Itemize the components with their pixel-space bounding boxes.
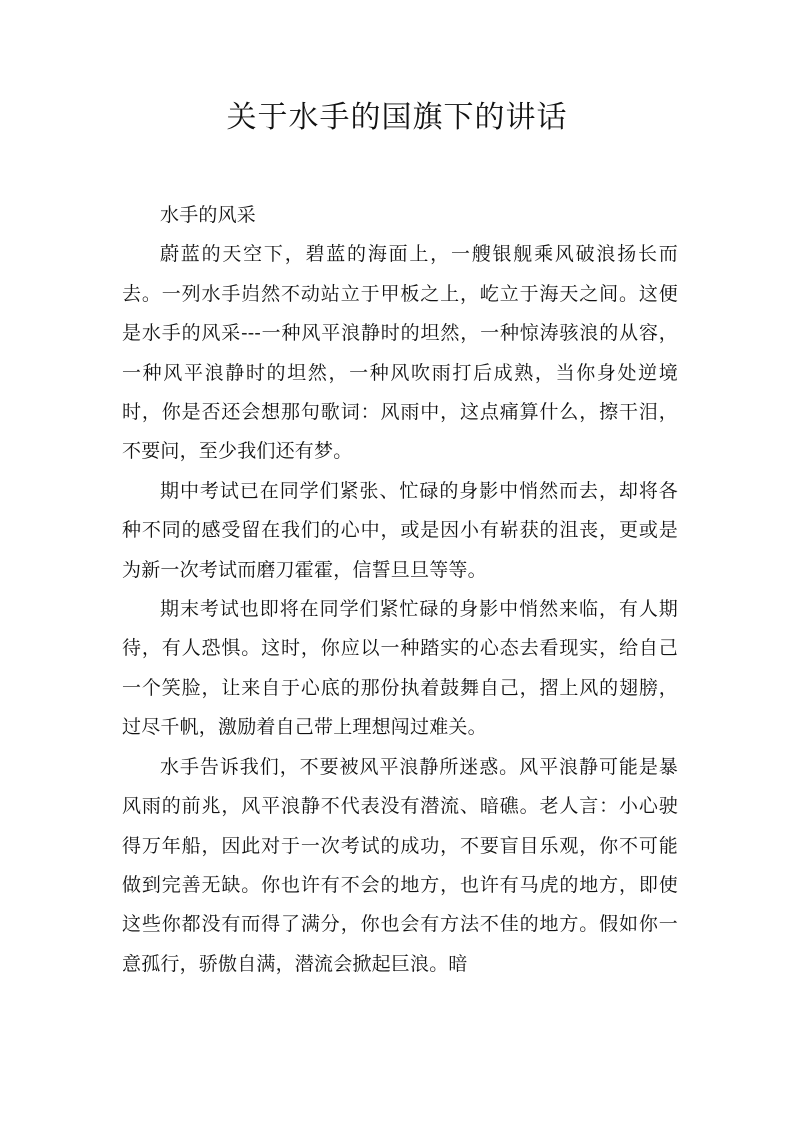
section-heading: 水手的风采 bbox=[160, 204, 257, 226]
paragraph-2: 期中考试已在同学们紧张、忙碌的身影中悄然而去，却将各种不同的感受留在我们的心中，或是因小有崭获的沮丧，更或是为新一次考试而磨刀霍霍，信誓旦旦等等。 bbox=[122, 479, 678, 581]
document-title: 关于水手的国旗下的讲话 bbox=[226, 100, 568, 135]
paragraph-1: 蔚蓝的天空下，碧蓝的海面上，一艘银舰乘风破浪扬长而去。一列水手岿然不动站立于甲板之上，屹立于海天之间。这便是水手的风采---一种风平浪静时的坦然，一种惊涛骇浪的从容，一种风平浪静时的坦然，一种风吹雨打后成熟，当你身处逆境时，你是否还会想那句歌词：风雨中，这点痛算什么，擦干泪，不要问，至少我们还有梦。 bbox=[122, 243, 678, 463]
document-body bbox=[122, 196, 678, 984]
paragraph-4: 水手告诉我们，不要被风平浪静所迷惑。风平浪静可能是暴风雨的前兆，风平浪静不代表没有潜流、暗礁。老人言：小心驶得万年船，因此对于一次考试的成功，不要盲目乐观，你不可能做到完善无缺。你也许有不会的地方，也许有马虎的地方，即使这些你都没有而得了满分，你也会有方法不佳的地方。假如你一意孤行，骄傲自满，潜流会掀起巨浪。暗 bbox=[122, 755, 678, 975]
paragraph-3: 期末考试也即将在同学们紧忙碌的身影中悄然来临，有人期待，有人恐惧。这时，你应以一种踏实的心态去看现实，给自己一个笑脸，让来自于心底的那份执着鼓舞自己，摺上风的翅膀，过尽千帆，激励着自己带上理想闯过难关。 bbox=[122, 598, 678, 739]
